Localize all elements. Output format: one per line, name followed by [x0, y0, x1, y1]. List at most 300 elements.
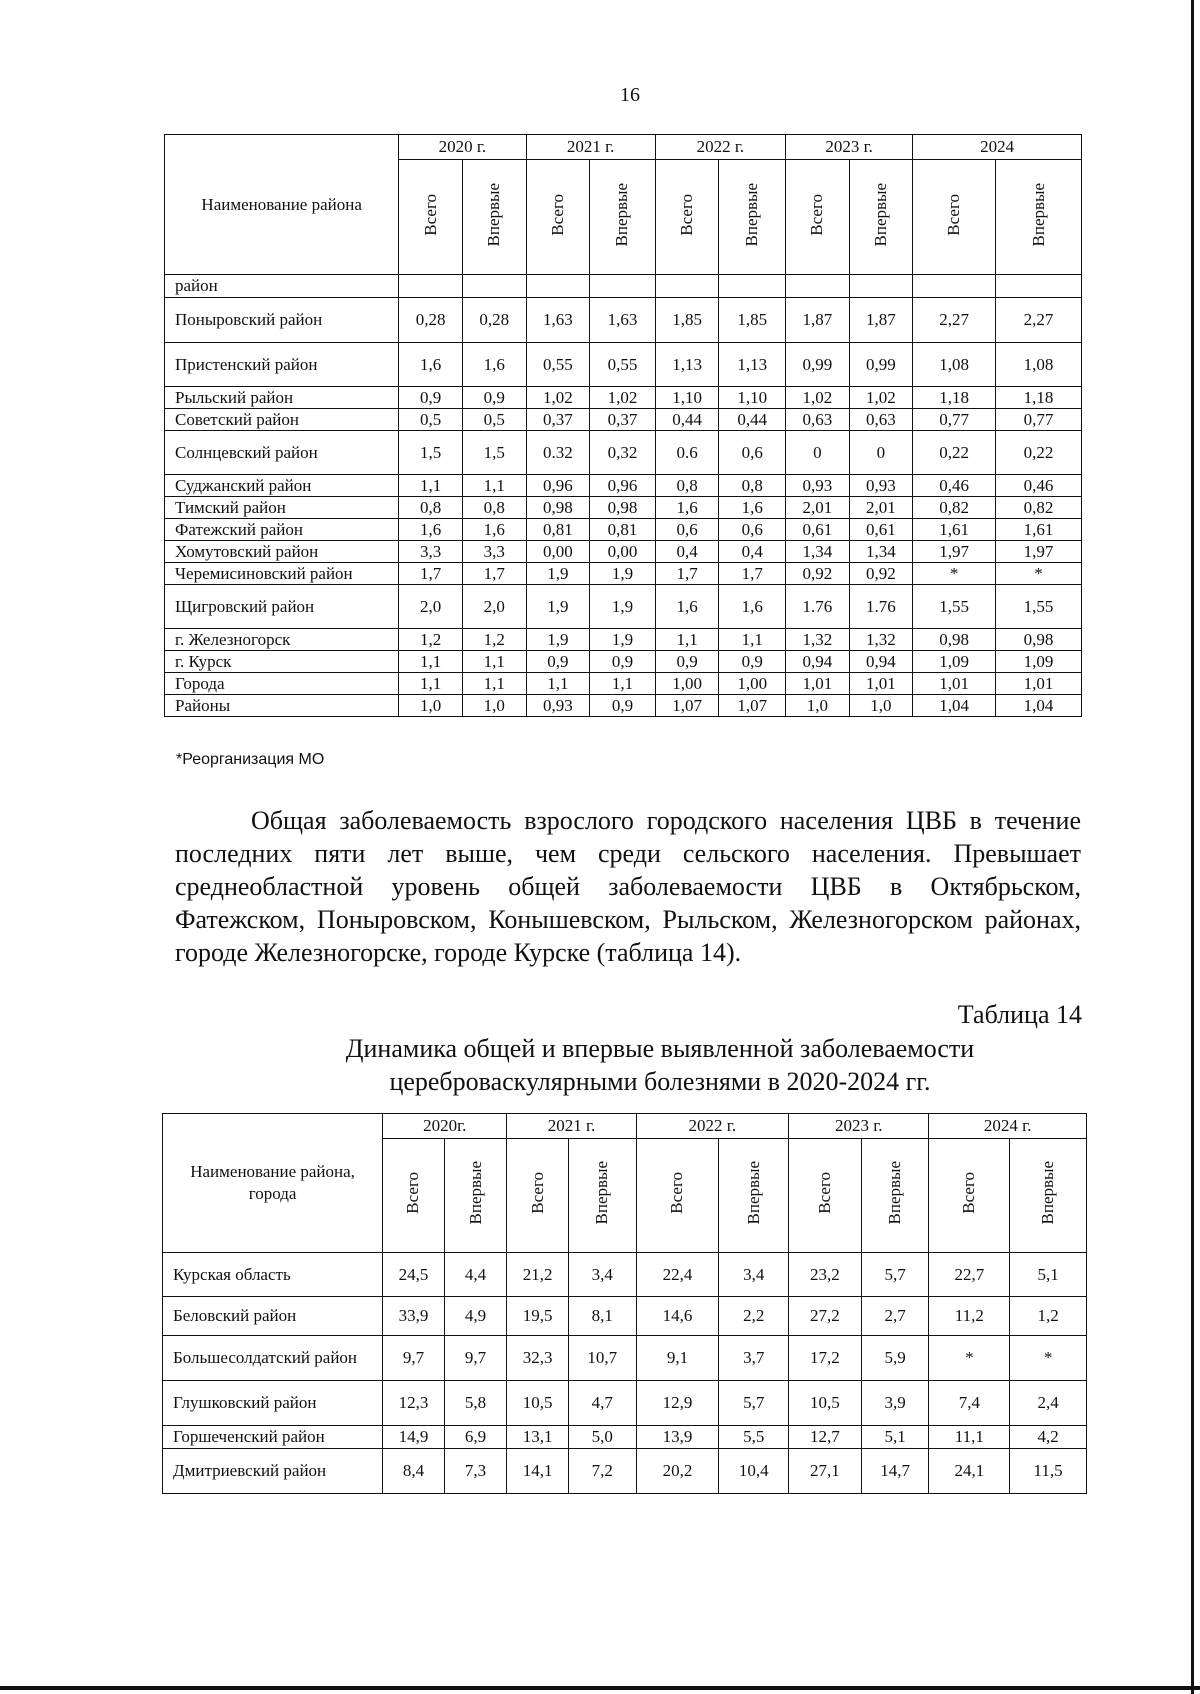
total-value-cell: 14,6 [636, 1297, 719, 1336]
first-time-value-cell: 0,98 [590, 497, 656, 519]
total-value-cell: 1,09 [913, 651, 996, 673]
first-time-value-cell: 1,1 [462, 673, 526, 695]
year-header-row [163, 1114, 1087, 1139]
total-value-cell: 1,9 [526, 629, 590, 651]
first-time-value-cell: 2,0 [462, 585, 526, 629]
district-name-cell: г. Курск [165, 651, 399, 673]
first-time-value-cell: 1,6 [719, 585, 786, 629]
first-time-value-cell: 1,07 [719, 695, 786, 717]
total-value-cell: 3,3 [399, 541, 463, 563]
total-value-cell: 32,3 [507, 1336, 569, 1381]
first-time-value-cell: 1,02 [849, 387, 913, 409]
first-time-value-cell: 6,9 [444, 1426, 507, 1449]
year-header: 2023 г. [786, 135, 913, 160]
total-value-cell: 1,1 [399, 475, 463, 497]
total-value-cell: 27,2 [789, 1297, 862, 1336]
first-time-header: Впервые [1038, 1161, 1058, 1225]
total-value-cell: 0,81 [526, 519, 590, 541]
table-row [165, 541, 1082, 563]
district-name-cell: Фатежский район [165, 519, 399, 541]
first-time-value-cell: 5,1 [1010, 1253, 1087, 1297]
first-time-value-cell: 4,7 [568, 1381, 636, 1426]
total-value-cell: 0,92 [786, 563, 850, 585]
first-time-value-cell: 1,18 [996, 387, 1082, 409]
district-name-cell: Районы [165, 695, 399, 717]
first-time-value-cell [719, 275, 786, 298]
total-header: Всего [403, 1172, 423, 1214]
first-time-value-cell: 0,46 [996, 475, 1082, 497]
first-time-value-cell: 0,8 [462, 497, 526, 519]
total-value-cell: 22,7 [929, 1253, 1010, 1297]
table-row [165, 275, 1082, 298]
first-time-value-cell: 0 [849, 431, 913, 475]
first-time-value-cell: 0,55 [590, 343, 656, 387]
total-value-cell: 0,28 [399, 298, 463, 343]
total-value-cell [913, 275, 996, 298]
total-value-cell: 0,46 [913, 475, 996, 497]
total-header: Всего [547, 193, 567, 236]
total-header: Всего [807, 193, 827, 236]
table-row [165, 585, 1082, 629]
total-value-cell: 0,82 [913, 497, 996, 519]
first-time-value-cell: 0,81 [590, 519, 656, 541]
total-value-cell: 0,96 [526, 475, 590, 497]
first-time-value-cell: 0,6 [719, 431, 786, 475]
total-value-cell: 9,1 [636, 1336, 719, 1381]
first-time-value-cell: 2,27 [996, 298, 1082, 343]
first-time-value-cell: 0,28 [462, 298, 526, 343]
first-time-value-cell: 3,9 [861, 1381, 929, 1426]
first-time-value-cell: 0,63 [849, 409, 913, 431]
total-value-cell: 1,61 [913, 519, 996, 541]
total-value-cell: 11,2 [929, 1297, 1010, 1336]
total-value-cell: 0,9 [655, 651, 719, 673]
district-name-cell: Беловский район [163, 1297, 383, 1336]
table-row [165, 673, 1082, 695]
total-header: Всего [677, 193, 697, 236]
table-row [165, 651, 1082, 673]
first-time-value-cell: 0,5 [462, 409, 526, 431]
district-name-cell: г. Железногорск [165, 629, 399, 651]
total-value-cell: 0,9 [399, 387, 463, 409]
cvd-dynamics-body [163, 1253, 1087, 1494]
total-value-cell: 10,5 [789, 1381, 862, 1426]
first-time-value-cell: 0,77 [996, 409, 1082, 431]
total-value-cell: 1,1 [526, 673, 590, 695]
first-time-value-cell: 1,2 [462, 629, 526, 651]
total-value-cell: 2,27 [913, 298, 996, 343]
total-value-cell: 23,2 [789, 1253, 862, 1297]
table-row [163, 1381, 1087, 1426]
first-time-value-cell: 1,02 [590, 387, 656, 409]
first-time-value-cell: 1,0 [462, 695, 526, 717]
total-value-cell: 0,93 [786, 475, 850, 497]
total-value-cell: 1,6 [399, 343, 463, 387]
table-row [165, 695, 1082, 717]
table-title: Динамика общей и впервые выявленной заболеваемости цереброваскулярными болезнями в 2020-2024 гг. [345, 1034, 975, 1096]
total-value-cell: 19,5 [507, 1297, 569, 1336]
first-time-value-cell: 1,9 [590, 585, 656, 629]
table-row [165, 343, 1082, 387]
total-value-cell: 0,6 [655, 519, 719, 541]
first-time-value-cell: 0,37 [590, 409, 656, 431]
first-time-value-cell: 1,61 [996, 519, 1082, 541]
first-time-value-cell: 1,04 [996, 695, 1082, 717]
total-value-cell: 10,5 [507, 1381, 569, 1426]
table-row [165, 298, 1082, 343]
total-value-cell: 1,0 [786, 695, 850, 717]
first-time-value-cell [462, 275, 526, 298]
first-time-value-cell: 1,1 [462, 475, 526, 497]
total-value-cell: * [913, 563, 996, 585]
total-value-cell: 0 [786, 431, 850, 475]
first-time-value-cell: 2,4 [1010, 1381, 1087, 1426]
total-value-cell: 0,22 [913, 431, 996, 475]
district-name-cell: Хомутовский район [165, 541, 399, 563]
total-value-cell: 0,99 [786, 343, 850, 387]
table-row [165, 475, 1082, 497]
first-time-header: Впервые [465, 1161, 485, 1225]
first-time-value-cell: 0,98 [996, 629, 1082, 651]
first-time-value-cell: 0,82 [996, 497, 1082, 519]
page-border-right [1191, 0, 1194, 1694]
total-value-cell: 1.76 [786, 585, 850, 629]
first-time-value-cell: 2,01 [849, 497, 913, 519]
year-header: 2020 г. [399, 135, 526, 160]
first-time-header: Впервые [742, 182, 762, 247]
total-value-cell: 1,9 [526, 585, 590, 629]
first-time-value-cell [849, 275, 913, 298]
total-value-cell [399, 275, 463, 298]
total-value-cell: 0,44 [655, 409, 719, 431]
district-name-cell: Щигровский район [165, 585, 399, 629]
district-name-header: Наименование района [165, 135, 399, 275]
district-name-cell: Суджанский район [165, 475, 399, 497]
total-value-cell: 2,0 [399, 585, 463, 629]
district-name-cell: Тимский район [165, 497, 399, 519]
table-label: Таблица 14 [957, 1000, 1082, 1029]
total-value-cell: 12,9 [636, 1381, 719, 1426]
table-row [165, 497, 1082, 519]
total-header: Всего [667, 1172, 687, 1214]
first-time-value-cell [590, 275, 656, 298]
table-row [163, 1253, 1087, 1297]
total-value-cell: 1,18 [913, 387, 996, 409]
total-value-cell: 1,1 [655, 629, 719, 651]
total-value-cell: 1,00 [655, 673, 719, 695]
total-value-cell: 17,2 [789, 1336, 862, 1381]
total-value-cell: 1,1 [399, 651, 463, 673]
total-value-cell: 1,07 [655, 695, 719, 717]
first-time-value-cell: 1,1 [462, 651, 526, 673]
total-value-cell: 0,63 [786, 409, 850, 431]
first-time-value-cell: 1,55 [996, 585, 1082, 629]
first-time-value-cell: 3,4 [719, 1253, 789, 1297]
year-header: 2022 г. [636, 1114, 788, 1139]
total-value-cell: 24,5 [383, 1253, 445, 1297]
total-value-cell [526, 275, 590, 298]
first-time-value-cell: 1,97 [996, 541, 1082, 563]
first-time-value-cell: 5,8 [444, 1381, 507, 1426]
first-time-value-cell: 0,8 [719, 475, 786, 497]
first-time-header: Впервые [592, 1161, 612, 1225]
year-header: 2021 г. [507, 1114, 636, 1139]
year-header-row [165, 135, 1082, 160]
total-value-cell: 13,9 [636, 1426, 719, 1449]
page-number: 16 [620, 84, 640, 106]
district-name-cell: Солнцевский район [165, 431, 399, 475]
total-value-cell: 1,34 [786, 541, 850, 563]
first-time-value-cell: 1,32 [849, 629, 913, 651]
first-time-value-cell: 0,92 [849, 563, 913, 585]
district-name-cell: Курская область [163, 1253, 383, 1297]
first-time-value-cell: 2,2 [719, 1297, 789, 1336]
first-time-value-cell: 1,7 [719, 563, 786, 585]
first-time-value-cell: 1,63 [590, 298, 656, 343]
first-time-value-cell: 0,61 [849, 519, 913, 541]
first-time-value-cell: 1,0 [849, 695, 913, 717]
total-value-cell: 1,01 [913, 673, 996, 695]
first-time-value-cell: 1,13 [719, 343, 786, 387]
first-time-value-cell: 3,3 [462, 541, 526, 563]
total-value-cell: 11,1 [929, 1426, 1010, 1449]
first-time-value-cell: 1,5 [462, 431, 526, 475]
first-time-value-cell: 0,9 [462, 387, 526, 409]
first-time-header: Впервые [870, 182, 890, 247]
first-time-value-cell: 7,2 [568, 1449, 636, 1494]
total-value-cell: 1,97 [913, 541, 996, 563]
total-value-cell: 0,93 [526, 695, 590, 717]
total-value-cell: 1,7 [399, 563, 463, 585]
first-time-value-cell: 3,4 [568, 1253, 636, 1297]
district-name-cell: Большесолдатский район [163, 1336, 383, 1381]
first-time-value-cell: 1,9 [590, 563, 656, 585]
total-value-cell: 14,1 [507, 1449, 569, 1494]
total-value-cell [786, 275, 850, 298]
total-value-cell: 1,02 [786, 387, 850, 409]
year-header: 2020г. [383, 1114, 507, 1139]
table-row [165, 629, 1082, 651]
total-value-cell: 1,6 [655, 497, 719, 519]
total-value-cell: 8,4 [383, 1449, 445, 1494]
total-value-cell: 22,4 [636, 1253, 719, 1297]
total-value-cell: 1,08 [913, 343, 996, 387]
total-value-cell: 1,32 [786, 629, 850, 651]
total-value-cell: 1,01 [786, 673, 850, 695]
first-time-value-cell: 1,1 [719, 629, 786, 651]
first-time-value-cell: 1,08 [996, 343, 1082, 387]
total-value-cell: 1,04 [913, 695, 996, 717]
total-value-cell: 33,9 [383, 1297, 445, 1336]
first-time-value-cell: 5,1 [861, 1426, 929, 1449]
first-time-value-cell: 4,4 [444, 1253, 507, 1297]
first-time-value-cell: 1,1 [590, 673, 656, 695]
table-row [163, 1449, 1087, 1494]
first-time-value-cell: 5,9 [861, 1336, 929, 1381]
first-time-value-cell: 1,10 [719, 387, 786, 409]
first-time-value-cell: 0,94 [849, 651, 913, 673]
total-value-cell: 0,5 [399, 409, 463, 431]
total-value-cell: 0,94 [786, 651, 850, 673]
total-value-cell: 0,61 [786, 519, 850, 541]
first-time-value-cell: 1,7 [462, 563, 526, 585]
total-value-cell: 14,9 [383, 1426, 445, 1449]
total-value-cell: 0,37 [526, 409, 590, 431]
first-time-value-cell: 0,9 [590, 651, 656, 673]
first-time-value-cell: 9,7 [444, 1336, 507, 1381]
year-header: 2022 г. [655, 135, 785, 160]
table-row [165, 409, 1082, 431]
first-time-value-cell: 1,6 [462, 343, 526, 387]
total-value-cell: 20,2 [636, 1449, 719, 1494]
total-value-cell: 1,0 [399, 695, 463, 717]
first-time-value-cell: 5,7 [719, 1381, 789, 1426]
total-value-cell: 1,10 [655, 387, 719, 409]
first-time-value-cell: 1,6 [719, 497, 786, 519]
first-time-value-cell: 1,9 [590, 629, 656, 651]
first-time-value-cell: 0,22 [996, 431, 1082, 475]
first-time-value-cell: 7,3 [444, 1449, 507, 1494]
total-value-cell: 1,87 [786, 298, 850, 343]
body-paragraph: Общая заболеваемость взрослого городского населения ЦВБ в течение последних пяти лет выше, чем среди сельского населения. Превышает среднеобластной уровень общей заболеваемости ЦВБ в Октябрьском, Фатежском, Поныровском, Конышевском, Рыльском, Железногорском районах, городе Железногорске, городе Курске (таблица 14). [175, 806, 1081, 967]
first-time-value-cell: 2,7 [861, 1297, 929, 1336]
table-row [165, 563, 1082, 585]
total-value-cell: 1,9 [526, 563, 590, 585]
first-time-value-cell: 1,85 [719, 298, 786, 343]
district-rates-table [164, 134, 1082, 717]
first-time-value-cell: 0,93 [849, 475, 913, 497]
total-value-cell: 0,98 [526, 497, 590, 519]
district-name-cell: Поныровский район [165, 298, 399, 343]
total-value-cell: 13,1 [507, 1426, 569, 1449]
total-header: Всего [944, 193, 964, 236]
cvd-dynamics-table [162, 1113, 1087, 1494]
district-rates-body [165, 275, 1082, 717]
total-value-cell [655, 275, 719, 298]
district-name-cell: Советский район [165, 409, 399, 431]
first-time-value-cell: 1,09 [996, 651, 1082, 673]
first-time-value-cell: 0,00 [590, 541, 656, 563]
district-name-cell: Пристенский район [165, 343, 399, 387]
total-value-cell: 2,01 [786, 497, 850, 519]
total-value-cell: 12,7 [789, 1426, 862, 1449]
district-name-cell: Рыльский район [165, 387, 399, 409]
total-value-cell: 0,9 [526, 651, 590, 673]
first-time-header: Впервые [885, 1161, 905, 1225]
first-time-value-cell: 0,9 [590, 695, 656, 717]
table-row [165, 519, 1082, 541]
total-value-cell: 0,77 [913, 409, 996, 431]
total-value-cell: 0,55 [526, 343, 590, 387]
total-value-cell: 1,6 [655, 585, 719, 629]
total-header: Всего [959, 1172, 979, 1214]
first-time-value-cell: 14,7 [861, 1449, 929, 1494]
total-value-cell: 12,3 [383, 1381, 445, 1426]
first-time-value-cell: 5,7 [861, 1253, 929, 1297]
total-value-cell: * [929, 1336, 1010, 1381]
first-time-value-cell: * [996, 563, 1082, 585]
first-time-value-cell: 0,4 [719, 541, 786, 563]
first-time-value-cell: 0,6 [719, 519, 786, 541]
first-time-value-cell: 1,01 [849, 673, 913, 695]
first-time-header: Впервые [743, 1161, 763, 1225]
first-time-value-cell: 0,99 [849, 343, 913, 387]
first-time-value-cell: 10,7 [568, 1336, 636, 1381]
district-name-cell: Глушковский район [163, 1381, 383, 1426]
first-time-value-cell: 11,5 [1010, 1449, 1087, 1494]
total-value-cell: 0,8 [399, 497, 463, 519]
first-time-value-cell: 3,7 [719, 1336, 789, 1381]
first-time-value-cell: 1.76 [849, 585, 913, 629]
year-header: 2024 [913, 135, 1082, 160]
total-value-cell: 1,7 [655, 563, 719, 585]
first-time-value-cell: 0,9 [719, 651, 786, 673]
total-value-cell: 1,13 [655, 343, 719, 387]
total-value-cell: 1,6 [399, 519, 463, 541]
footnote: *Реорганизация МО [176, 751, 325, 768]
first-time-value-cell [996, 275, 1082, 298]
first-time-value-cell: 0,44 [719, 409, 786, 431]
total-value-cell: 1,5 [399, 431, 463, 475]
table-row [163, 1336, 1087, 1381]
total-value-cell: 7,4 [929, 1381, 1010, 1426]
district-name-header: Наименование района, города [163, 1114, 383, 1253]
total-value-cell: 0,98 [913, 629, 996, 651]
first-time-value-cell: 1,87 [849, 298, 913, 343]
total-value-cell: 1,1 [399, 673, 463, 695]
first-time-value-cell: 10,4 [719, 1449, 789, 1494]
total-value-cell: 0,8 [655, 475, 719, 497]
district-name-cell: район [165, 275, 399, 298]
first-time-value-cell: 4,2 [1010, 1426, 1087, 1449]
total-value-cell: 27,1 [789, 1449, 862, 1494]
first-time-value-cell: 8,1 [568, 1297, 636, 1336]
total-header: Всего [814, 1172, 834, 1214]
district-name-cell: Дмитриевский район [163, 1449, 383, 1494]
first-time-value-cell: 0,96 [590, 475, 656, 497]
total-value-cell: 1,02 [526, 387, 590, 409]
page-border-bottom [0, 1686, 1200, 1690]
first-time-header: Впервые [612, 182, 632, 247]
first-time-value-cell: 5,0 [568, 1426, 636, 1449]
total-value-cell: 1,55 [913, 585, 996, 629]
first-time-value-cell: 1,34 [849, 541, 913, 563]
table-row [165, 431, 1082, 475]
first-time-value-cell: 5,5 [719, 1426, 789, 1449]
total-header: Всего [527, 1172, 547, 1214]
year-header: 2023 г. [789, 1114, 929, 1139]
district-name-cell: Горшеченский район [163, 1426, 383, 1449]
first-time-value-cell: 4,9 [444, 1297, 507, 1336]
total-value-cell: 0.32 [526, 431, 590, 475]
first-time-value-cell: 0,32 [590, 431, 656, 475]
district-name-cell: Города [165, 673, 399, 695]
total-value-cell: 0.6 [655, 431, 719, 475]
table-row [163, 1426, 1087, 1449]
total-value-cell: 0,4 [655, 541, 719, 563]
total-value-cell: 9,7 [383, 1336, 445, 1381]
total-value-cell: 1,63 [526, 298, 590, 343]
total-value-cell: 1,85 [655, 298, 719, 343]
first-time-value-cell: 1,2 [1010, 1297, 1087, 1336]
total-value-cell: 0,00 [526, 541, 590, 563]
total-value-cell: 21,2 [507, 1253, 569, 1297]
first-time-value-cell: 1,00 [719, 673, 786, 695]
first-time-value-cell: 1,6 [462, 519, 526, 541]
district-name-cell: Черемисиновский район [165, 563, 399, 585]
first-time-header: Впервые [1028, 182, 1048, 247]
total-value-cell: 24,1 [929, 1449, 1010, 1494]
